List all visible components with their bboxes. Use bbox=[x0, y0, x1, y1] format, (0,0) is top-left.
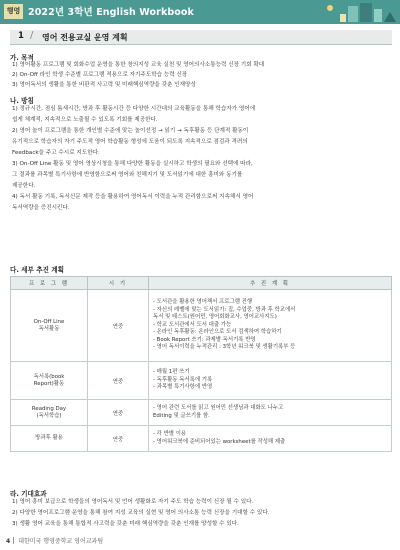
table-row bbox=[11, 400, 392, 426]
plan-item: - 과목별 특기사항에 반영 bbox=[153, 384, 213, 391]
plan-item: - 학교 도서관에서 도서 대출 가능 bbox=[153, 321, 232, 328]
plan-item: 독서 및 테스트(원어민, 영어회화교사, 영어교사지도) bbox=[153, 314, 277, 321]
section-title-bar bbox=[10, 30, 392, 45]
program-name: (독서학습) bbox=[36, 412, 62, 419]
plan-item: - 매월 1편 쓰기 bbox=[153, 369, 190, 376]
policy-line: 4) 독서 활동 기록, 독서신문 제작 등을 활용하여 영어독서 이력을 누적 관리함으로써 지속해서 영어 bbox=[12, 194, 254, 200]
footer-divider bbox=[13, 537, 14, 544]
period-cell: 연중 bbox=[88, 362, 149, 400]
heading-expected-effects: 라. 기대효과 bbox=[10, 490, 47, 498]
program-name: 독서활동 bbox=[38, 325, 60, 332]
plan-item: - 영어워크북에 준비되어있는 worksheet를 작성해 제출 bbox=[153, 438, 286, 445]
program-cell bbox=[11, 362, 88, 400]
program-cell bbox=[11, 400, 88, 426]
section-divider: / bbox=[30, 30, 34, 41]
program-name: Report)활동 bbox=[33, 380, 65, 387]
page-footer bbox=[6, 536, 103, 545]
policy-line: 그 결과를 과목별 특기사항에 반영함으로써 영어와 친해지기 및 도서읽기에 대한 흥미와 동기를 bbox=[12, 172, 243, 178]
plan-cell bbox=[149, 400, 392, 426]
plan-item: - 도서관을 활용한 영어책서 프로그램 진행 bbox=[153, 298, 253, 305]
page-number: 4 bbox=[6, 538, 11, 545]
section-title: 영어 전용교실 운영 계획 bbox=[42, 33, 128, 42]
program-name: On-Off Line bbox=[33, 318, 65, 325]
policy-line: 독서역량을 증진시킨다. bbox=[12, 205, 70, 211]
policy-line: Feedback을 주고 수시로 지도한다. bbox=[12, 150, 100, 156]
header-bar bbox=[0, 0, 400, 24]
heading-policy: 나. 방침 bbox=[10, 97, 34, 105]
plan-item: - 영어 독서이력을 누적관리 : 3학년 워크북 및 생활기록부 등 bbox=[153, 344, 296, 351]
plan-item: - 자신의 레벨에 맞는 도서읽기: 집, 수업중, 방과 후 학교에서 bbox=[153, 306, 296, 313]
policy-line: 1) 정규시간, 점심 틈새시간, 방과 후 활동시간 등 다양한 시간대의 교육활동을 통해 학습자가 영어에 bbox=[12, 106, 256, 112]
plan-cell bbox=[149, 362, 392, 400]
header-title: 2022년 3학년 English Workbook bbox=[28, 7, 194, 18]
plan-cell bbox=[149, 426, 392, 452]
effect-line: 1) 영어 흥미 보급으로 학생들의 영어독서 및 언어 생활화로 자기 주도 학습 능력이 신장 될 수 있다. bbox=[12, 499, 254, 505]
program-cell bbox=[11, 426, 88, 452]
purpose-line: 3) 영어독서의 생활을 통한 비판적 사고력 및 미래핵심역량을 갖춘 인재양성 bbox=[12, 82, 196, 88]
policy-line: 제공한다. bbox=[12, 183, 36, 189]
table-header-row bbox=[11, 277, 392, 290]
table-row bbox=[11, 290, 392, 362]
period-cell: 연중 bbox=[88, 400, 149, 426]
plan-item: - 영어 관련 도서를 읽고 원어민 선생님과 대화도 나누고 bbox=[153, 404, 284, 411]
program-name: Reading Day bbox=[31, 405, 67, 412]
effect-line: 2) 다양한 영어프로그램 운영을 통해 참여 지성 교육의 실현 및 영어 의사소통 능력 신장을 기대할 수 있다. bbox=[12, 510, 270, 516]
header-illustration bbox=[300, 0, 400, 24]
heading-detailed-plan: 다. 세부 추진 계획 bbox=[10, 266, 64, 274]
policy-line: 3) On-Off Line 활동 및 영어 영상시청을 통해 다양한 활동을 실시하고 학생의 필요와 선택에 따라, bbox=[12, 161, 253, 167]
table-row bbox=[11, 426, 392, 452]
plan-item: - 독후활동 독서록에 기록 bbox=[153, 376, 213, 383]
policy-line: 2) 영어 놀이 프로그램을 통한 개인별 수준에 맞는 놀이선정 → 읽기 → 독후활동 등 단계적 활동이 bbox=[12, 128, 249, 134]
effect-line: 3) 생활 영어 교육을 통해 통합적 사고력을 갖춘 미래 핵심역량을 갖춘 인재를 양성할 수 있다. bbox=[12, 521, 239, 527]
plan-item: - Book Report 쓰기: 과제별 독서기록 반영 bbox=[153, 336, 256, 343]
column-header-plan: 추 진 계 획 bbox=[149, 277, 392, 290]
column-header-program: 프 로 그 램 bbox=[11, 277, 88, 290]
purpose-line: 1) 영어활동 프로그램 및 회화수업 운영을 통한 창의지성 교육 실천 및 영어의사소통능력 신장 기회 확대 bbox=[12, 62, 265, 68]
program-name: 독서록(book bbox=[33, 373, 65, 380]
program-name: 방과후 활용 bbox=[35, 435, 63, 441]
purpose-line: 2) On-Off 라인 학생 수준별 프로그램 적용으로 자기주도학습 능력 신장 bbox=[12, 72, 188, 78]
policy-line: 유기적으로 학습자의 자기 주도적 영어 학습활동 형성에 도움이 되도록 지속적으로 점검과 격려의 bbox=[12, 139, 248, 145]
table-row bbox=[11, 362, 392, 400]
footer-school: 대한미국 행영중학교 영어교과팀 bbox=[18, 538, 104, 545]
policy-line: 쉽게 체계적, 지속적으로 노출될 수 있도록 기회를 제공한다. bbox=[12, 117, 158, 123]
header-badge: 행영 bbox=[4, 4, 23, 19]
plan-cell bbox=[149, 290, 392, 362]
period-cell: 연중 bbox=[88, 290, 149, 362]
heading-purpose: 가. 목적 bbox=[10, 54, 34, 62]
section-number: 1 bbox=[18, 31, 24, 41]
plan-item: - 각 반별 이용 bbox=[153, 430, 187, 437]
period-cell: 연중 bbox=[88, 426, 149, 452]
plan-item: Editing 및 글쓰기를 함. bbox=[153, 412, 210, 419]
column-header-period: 시 기 bbox=[88, 277, 149, 290]
plan-table bbox=[10, 276, 392, 452]
program-cell bbox=[11, 290, 88, 362]
plan-item: - 온라인 독후활동: 온라인으로 도서 검색하여 학습하기 bbox=[153, 329, 282, 336]
